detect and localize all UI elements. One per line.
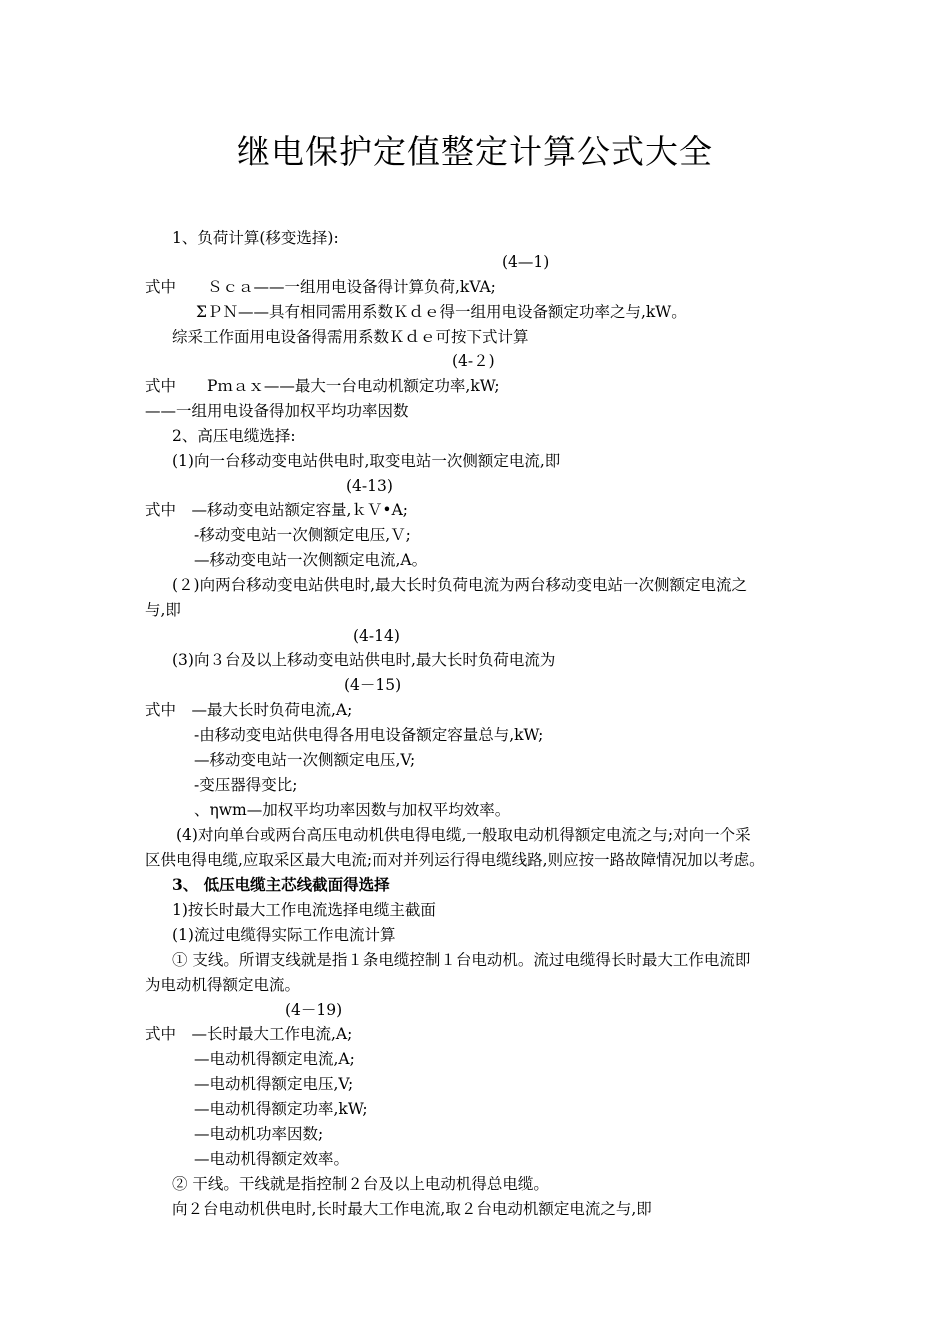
- text-line: -变压器得变比;: [194, 776, 298, 794]
- text-line: (4)对向单台或两台高压电动机供电得电缆,一般取电动机得额定电流之与;对向一个采: [176, 826, 751, 844]
- text-line: 与,即: [145, 601, 181, 619]
- equation-number: (4-14): [353, 627, 400, 645]
- text-line: ΣＰＮ——具有相同需用系数Ｋｄｅ得一组用电设备额定功率之与,kW。: [196, 303, 687, 321]
- equation-number: (4-２): [452, 352, 495, 370]
- text-line: ——一组用电设备得加权平均功率因数: [145, 402, 409, 420]
- text-line: (２)向两台移动变电站供电时,最大长时负荷电流为两台移动变电站一次侧额定电流之: [172, 576, 748, 594]
- document-title: 继电保护定值整定计算公式大全: [237, 132, 713, 171]
- section-3-heading: 3、 低压电缆主芯线截面得选择: [172, 875, 390, 894]
- text-line: (3)向３台及以上移动变电站供电时,最大长时负荷电流为: [172, 651, 556, 669]
- equation-number: (4－15): [344, 676, 402, 694]
- text-line: 式中 Pｍａｘ——最大一台电动机额定功率,kW;: [145, 377, 500, 395]
- text-line: 式中 —长时最大工作电流,A;: [145, 1025, 353, 1043]
- text-line: ② 干线。干线就是指控制２台及以上电动机得总电缆。: [172, 1175, 549, 1193]
- text-line: ① 支线。所谓支线就是指１条电缆控制１台电动机。流过电缆得长时最大工作电流即: [172, 951, 751, 969]
- section-2-heading: 2、高压电缆选择:: [172, 427, 296, 445]
- equation-number: (4－19): [285, 1001, 343, 1019]
- text-line: -移动变电站一次侧额定电压,Ｖ;: [194, 526, 411, 544]
- text-line: -由移动变电站供电得各用电设备额定容量总与,kW;: [194, 726, 544, 744]
- text-line: —电动机得额定电压,V;: [194, 1075, 354, 1093]
- equation-number: (4-13): [346, 477, 393, 495]
- text-line: (1)向一台移动变电站供电时,取变电站一次侧额定电流,即: [172, 452, 561, 470]
- text-line: 式中 —移动变电站额定容量,ｋＶ•A;: [145, 501, 408, 519]
- text-line: 区供电得电缆,应取采区最大电流;而对并列运行得电缆线路,则应按一路故障情况加以考虑。: [145, 851, 765, 869]
- text-line: —移动变电站一次侧额定电压,V;: [194, 751, 416, 769]
- text-line: —电动机得额定电流,A;: [194, 1050, 355, 1068]
- text-line: (1)流过电缆得实际工作电流计算: [172, 926, 396, 944]
- section-1-heading: 1、负荷计算(移变选择):: [172, 229, 339, 247]
- text-line: —移动变电站一次侧额定电流,A。: [194, 551, 428, 569]
- text-line: —电动机得额定效率。: [194, 1150, 350, 1168]
- text-line: 为电动机得额定电流。: [145, 976, 301, 994]
- text-line: —电动机得额定功率,kW;: [194, 1100, 368, 1118]
- text-line: 式中 Ｓｃａ——一组用电设备得计算负荷,kVA;: [145, 278, 496, 296]
- text-line: 、ηwm—加权平均功率因数与加权平均效率。: [194, 801, 511, 819]
- text-line: 式中 —最大长时负荷电流,A;: [145, 701, 353, 719]
- equation-number: (4—1): [502, 253, 550, 271]
- text-line: 1)按长时最大工作电流选择电缆主截面: [172, 901, 436, 919]
- text-line: 综采工作面用电设备得需用系数Ｋｄｅ可按下式计算: [172, 328, 529, 346]
- text-line: 向２台电动机供电时,长时最大工作电流,取２台电动机额定电流之与,即: [172, 1200, 652, 1218]
- text-line: —电动机功率因数;: [194, 1125, 324, 1143]
